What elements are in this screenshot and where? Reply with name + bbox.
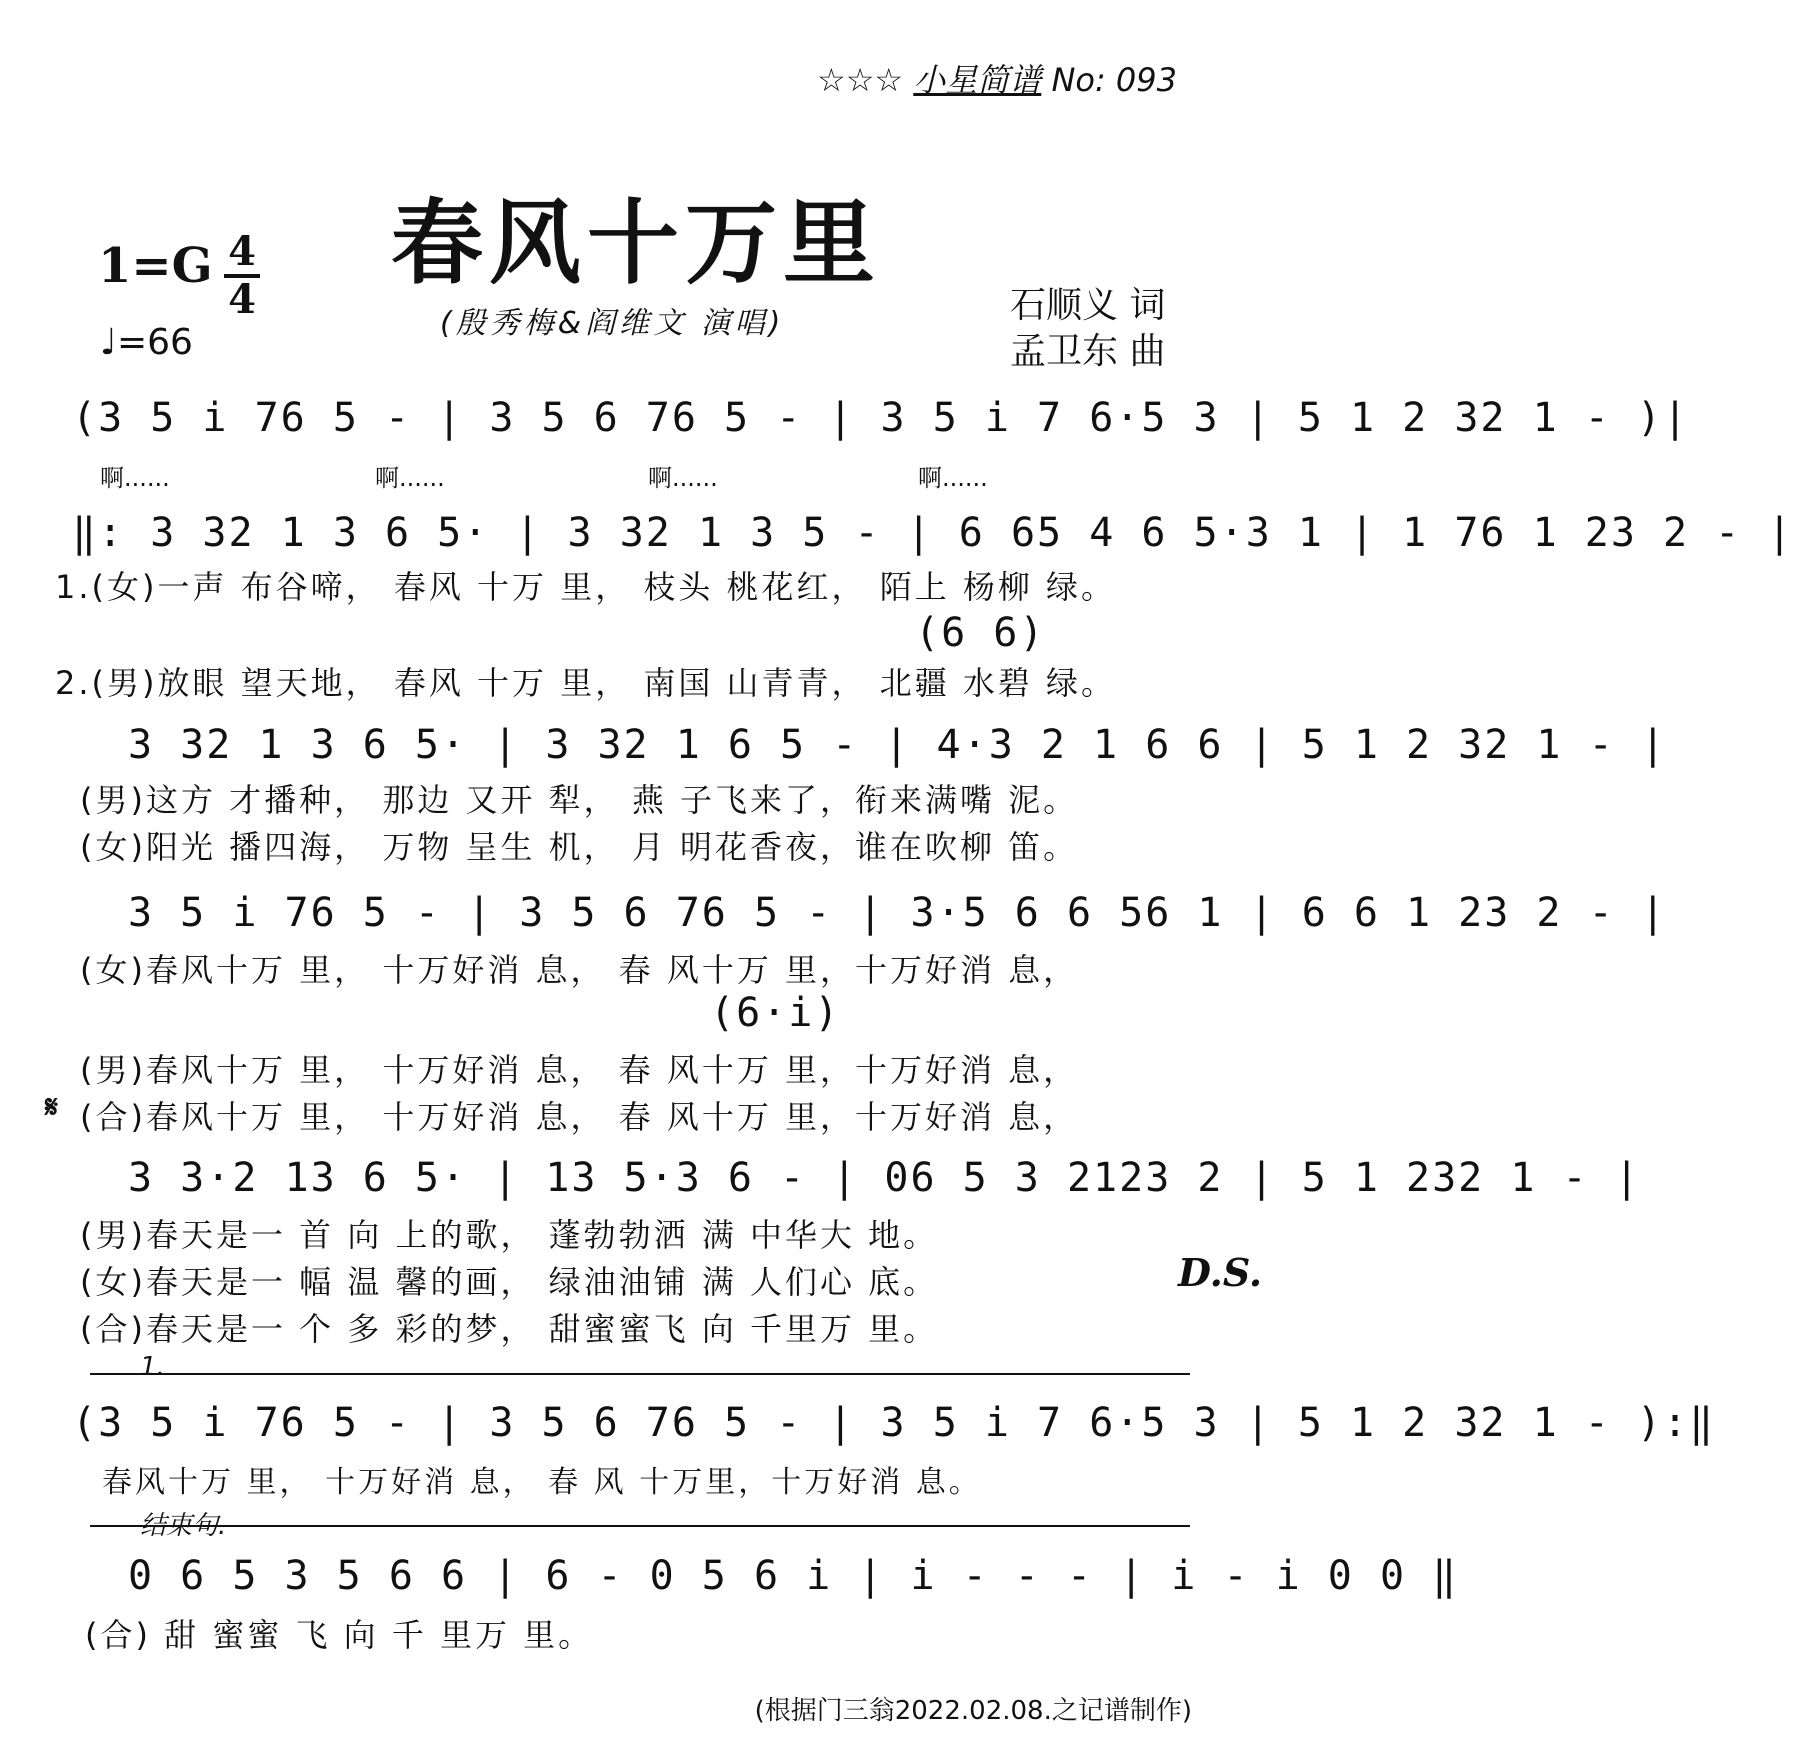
verse-lyric-1: 1.(女)一声 布谷啼， 春风 十万 里， 枝头 桃花红， 陌上 杨柳 绿。: [55, 568, 1117, 606]
lyricist: 石顺义 词: [1010, 285, 1166, 326]
intro-aah-2: 啊......: [375, 464, 445, 492]
series-name: 小星简谱: [913, 61, 1042, 99]
ending1-lyric: 春风十万 里， 十万好消 息， 春 风 十万里，十万好消 息。: [102, 1465, 982, 1500]
composer: 孟卫东 曲: [1010, 331, 1166, 372]
intro-aah-1: 啊......: [100, 464, 170, 492]
chorus-lyric-1: (女)春风十万 里， 十万好消 息， 春 风十万 里，十万好消 息，: [80, 951, 1079, 989]
dal-segno-marking: D.S.: [1178, 1250, 1263, 1295]
credits: [1010, 283, 1165, 375]
stars-icon: ☆☆☆: [817, 61, 904, 99]
verse-alt-notes: (6 6): [915, 610, 1046, 656]
volta-label: 1.: [140, 1352, 165, 1382]
chorus-lyric-3: (合)春风十万 里， 十万好消 息， 春 风十万 里，十万好消 息，: [80, 1098, 1079, 1136]
coda-notes: 0 6 5 3 5 6 6 | 6 - 0 5 6 i | i - - - | i - i 0 0 ‖: [128, 1553, 1459, 1599]
intro-notes: (3 5 i 76 5 - | 3 5 6 76 5 - | 3 5 i 7 6·5 3 | 5 1 2 32 1 - )|: [72, 395, 1690, 441]
segno-icon: 𝄋: [45, 1090, 58, 1125]
song-title: 春风十万里: [390, 189, 881, 297]
performers: (殷秀梅&阎维文 演唱): [440, 306, 785, 341]
series-number: No: 093: [1051, 61, 1177, 99]
bridge-lyric-1: (男)春天是一 首 向 上的歌， 蓬勃勃洒 满 中华大 地。: [80, 1216, 939, 1254]
series-label: [817, 55, 1177, 101]
volta-bracket: [90, 1373, 1190, 1375]
verse-notes: ‖: 3 32 1 3 6 5· | 3 32 1 3 5 - | 6 65 4 6 5·3 1 | 1 76 1 23 2 - |: [72, 510, 1793, 556]
verse2-lyric-1: (男)这方 才播种， 那边 又开 犁， 燕 子飞来了，衔来满嘴 泥。: [80, 781, 1079, 819]
verse2-notes: 3 32 1 3 6 5· | 3 32 1 6 5 - | 4·3 2 1 6 6 | 5 1 2 32 1 - |: [128, 722, 1667, 768]
bridge-lyric-2: (女)春天是一 幅 温 馨的画， 绿油油铺 满 人们心 底。: [80, 1263, 939, 1301]
coda-lyric: (合) 甜 蜜蜜 飞 向 千 里万 里。: [85, 1616, 594, 1654]
verse2-lyric-2: (女)阳光 播四海， 万物 呈生 机， 月 明花香夜，谁在吹柳 笛。: [80, 828, 1079, 866]
meter-bottom: 4: [228, 276, 256, 323]
meter-top: 4: [228, 228, 256, 275]
tempo-marking: ♩=66: [100, 322, 193, 363]
bridge-lyric-3: (合)春天是一 个 多 彩的梦， 甜蜜蜜飞 向 千里万 里。: [80, 1310, 939, 1348]
time-signature: [224, 230, 260, 322]
source-note: (根据门三翁2022.02.08.之记谱制作): [754, 1696, 1192, 1726]
bridge-notes: 3 3·2 13 6 5· | 13 5·3 6 - | 06 5 3 2123 2 | 5 1 232 1 - |: [128, 1155, 1641, 1201]
chorus-lyric-2: (男)春风十万 里， 十万好消 息， 春 风十万 里，十万好消 息，: [80, 1051, 1079, 1089]
verse-lyric-2: 2.(男)放眼 望天地， 春风 十万 里， 南国 山青青， 北疆 水碧 绿。: [55, 664, 1117, 702]
key-signature: 1=G: [98, 238, 213, 294]
intro-aah-4: 啊......: [918, 464, 988, 492]
coda-label: 结束句.: [140, 1511, 227, 1541]
chorus-alt-notes: (6·i): [710, 990, 841, 1036]
coda-bracket: [90, 1525, 1190, 1527]
intro-aah-3: 啊......: [648, 464, 718, 492]
ending1-notes: (3 5 i 76 5 - | 3 5 6 76 5 - | 3 5 i 7 6·5 3 | 5 1 2 32 1 - ):‖: [72, 1400, 1716, 1446]
chorus-notes: 3 5 i 76 5 - | 3 5 6 76 5 - | 3·5 6 6 56 1 | 6 6 1 23 2 - |: [128, 890, 1667, 936]
